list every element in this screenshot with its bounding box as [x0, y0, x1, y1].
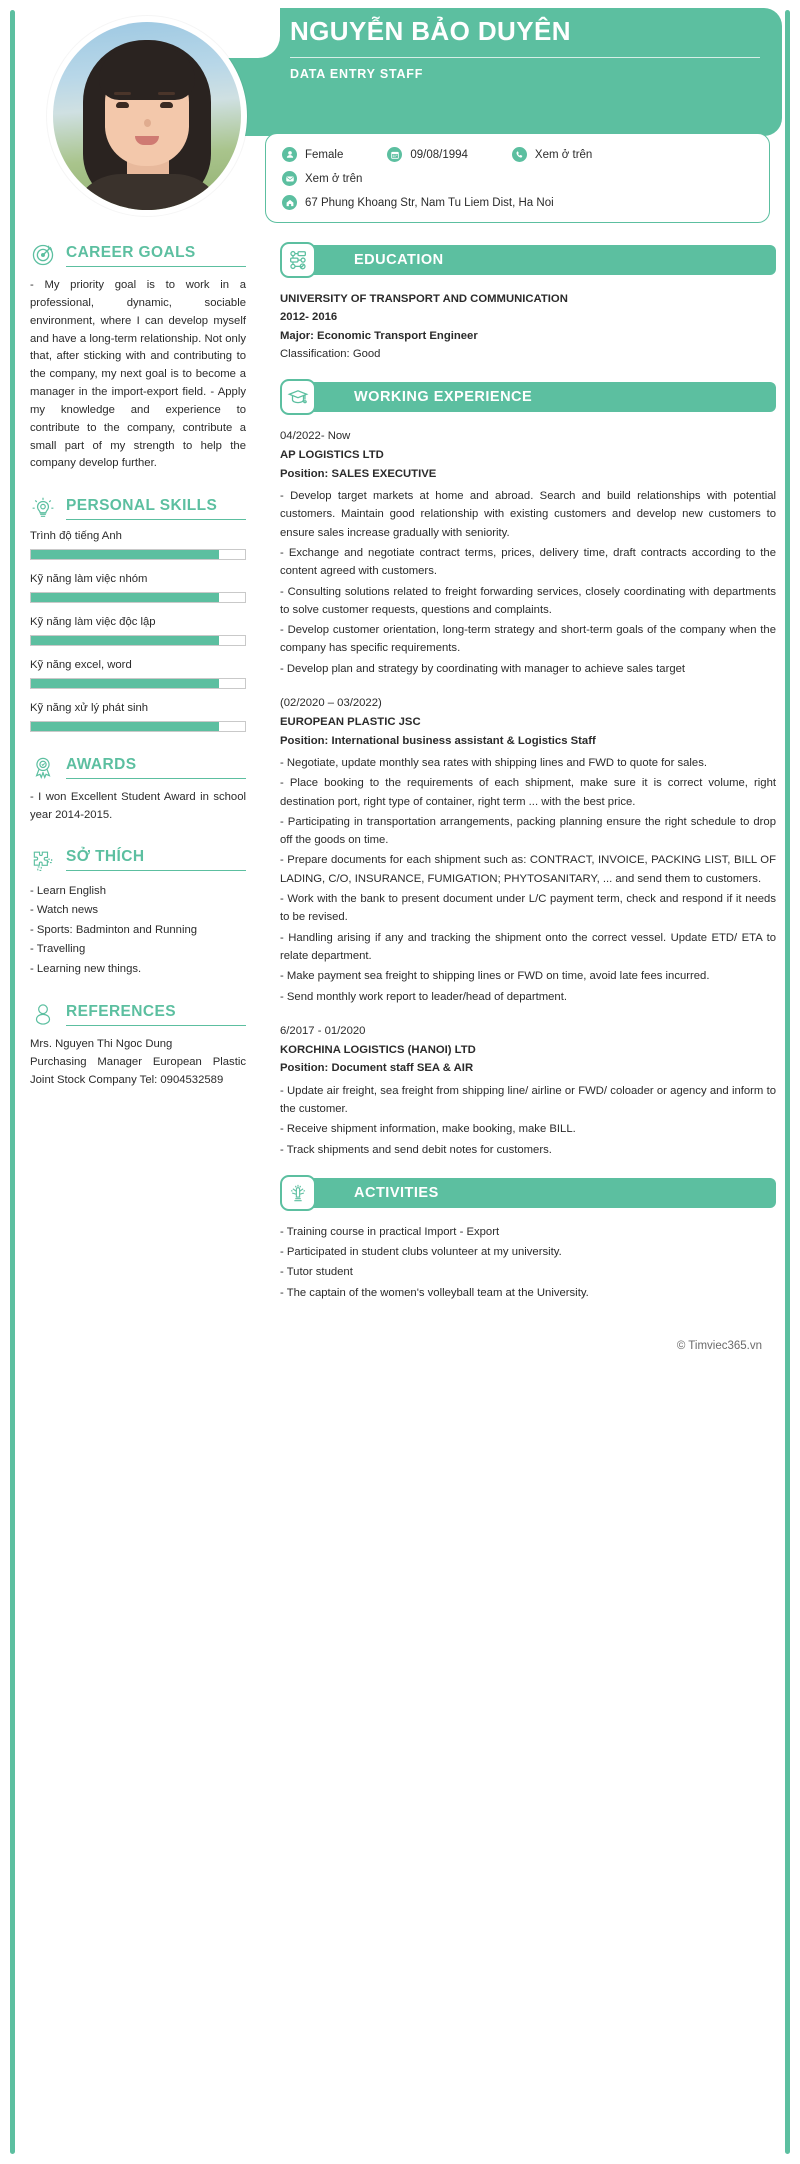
activities-heading: [280, 1175, 776, 1211]
awards-title: AWARDS: [66, 756, 246, 779]
footer-credit: © Timviec365.vn: [676, 1340, 762, 1353]
hobbies-heading: [30, 847, 246, 873]
name-divider: [290, 57, 760, 58]
portrait-nose: [144, 119, 151, 127]
job-position: Position: Document staff SEA & AIR: [280, 1062, 474, 1075]
avatar-photo: [53, 22, 241, 210]
reference-name: Mrs. Nguyen Thi Ngoc Dung: [30, 1038, 173, 1051]
skill-item: [30, 616, 246, 646]
job-date: 6/2017 - 01/2020: [280, 1024, 366, 1037]
job-company: AP LOGISTICS LTD: [280, 449, 384, 462]
right-column: [262, 242, 776, 1318]
education-title: EDUCATION: [354, 252, 444, 268]
calendar-icon: [387, 147, 402, 162]
references-title: REFERENCES: [66, 1003, 246, 1026]
contact-phone-value: Xem ở trên: [534, 148, 593, 161]
job-company: EUROPEAN PLASTIC JSC: [280, 716, 421, 729]
lightbulb-icon: [30, 495, 56, 521]
section-career-goals: [30, 242, 246, 473]
job-bullet: - Handling arising if any and tracking the shipment onto the correct vessel. Update ETD/ ETA to relate department.: [280, 931, 776, 962]
cv-body: [0, 230, 800, 1318]
avatar: [47, 16, 247, 216]
flowchart-icon: [280, 242, 316, 278]
skill-label: Kỹ năng làm việc độc lập: [30, 616, 156, 629]
skill-track: [30, 721, 246, 732]
job-entry: [280, 1022, 776, 1159]
home-icon: [282, 195, 297, 210]
job-bullet: - Negotiate, update monthly sea rates with shipping lines and FWD to quote for sales.: [280, 756, 707, 769]
left-column: [30, 242, 262, 1112]
contact-phone: [512, 147, 592, 162]
job-bullet: - Prepare documents for each shipment such as: CONTRACT, INVOICE, PACKING LIST, BILL OF LADING, C/O, INSURANCE, FUMIGATION; PHYTOSANITARY, ... and send them to customers.: [280, 854, 776, 885]
skill-fill: [31, 679, 219, 688]
skill-fill: [31, 593, 219, 602]
job-bullet: - Develop customer orientation, long-term strategy and short-term goals of the company when the company has specific requirements.: [280, 624, 776, 655]
contact-birthday: [387, 147, 468, 162]
job-entry: [280, 694, 776, 1006]
contact-address: [282, 195, 554, 210]
section-hobbies: [30, 847, 246, 979]
skill-item: [30, 659, 246, 689]
personal-skills-title: PERSONAL SKILLS: [66, 497, 246, 520]
skill-fill: [31, 722, 219, 731]
working-experience-heading: [280, 379, 776, 415]
references-heading: [30, 1001, 246, 1027]
skill-label: Trình độ tiếng Anh: [30, 530, 122, 543]
activity-item: - Training course in practical Import - Export: [280, 1225, 500, 1238]
hobby-item: - Sports: Badminton and Running: [30, 923, 198, 936]
contact-row-1: [282, 147, 753, 162]
volunteer-icon: [280, 1175, 316, 1211]
job-company: KORCHINA LOGISTICS (HANOI) LTD: [280, 1044, 476, 1057]
contact-email: [282, 171, 362, 186]
target-icon: [30, 242, 56, 268]
job-bullet: - Receive shipment information, make booking, make BILL.: [280, 1123, 576, 1136]
job-bullet: - Update air freight, sea freight from shipping line/ airline or FWD/ coloader or agency and inform to the customer.: [280, 1084, 776, 1115]
activities-title: ACTIVITIES: [354, 1184, 439, 1201]
frame-left-bar: [10, 10, 15, 2154]
job-bullets: [280, 487, 776, 678]
skill-label: Kỹ năng xử lý phát sinh: [30, 702, 149, 715]
job-bullet: - Participating in transportation arrangements, packing planning ensure the right schedule to drop off the goods on time.: [280, 815, 776, 847]
reference-detail: Purchasing Manager European Plastic Joint Stock Company Tel: 0904532589: [30, 1055, 246, 1086]
skill-track: [30, 635, 246, 646]
portrait-eye-left: [116, 102, 129, 108]
skill-track: [30, 592, 246, 603]
portrait-eyebrow-right: [158, 92, 175, 95]
contact-card: [265, 133, 770, 223]
phone-icon: [512, 147, 527, 162]
activities-list: [280, 1223, 776, 1302]
education-heading: [280, 242, 776, 278]
career-goals-text: - My priority goal is to work in a professional, dynamic, sociable environment, where I can develop myself and have a long-term relationship. Not only that, after sticking with and contributing to the company, my next goal is to become a manager in the import-export field. - Apply my knowledge and experience to contribute to the company, contribute a small part of my strength to help the company develop further.: [30, 279, 246, 470]
job-bullet: - Exchange and negotiate contract terms, prices, delivery time, draft contracts according to the content agreed with customers.: [280, 546, 776, 578]
section-activities: [280, 1175, 776, 1302]
education-classification: Classification: Good: [280, 347, 381, 360]
skill-item: [30, 530, 246, 560]
contact-row-3: [282, 195, 753, 210]
job-bullet: - Send monthly work report to leader/head of department.: [280, 990, 567, 1003]
hobbies-list: [30, 882, 246, 979]
section-working-experience: [280, 379, 776, 1159]
skill-fill: [31, 636, 219, 645]
job-title: DATA ENTRY STAFF: [290, 66, 424, 81]
cv-header: [0, 0, 800, 230]
skill-item: [30, 573, 246, 603]
puzzle-icon: [30, 847, 56, 873]
contact-address-value: 67 Phung Khoang Str, Nam Tu Liem Dist, Ha Noi: [305, 196, 554, 209]
person-icon: [282, 147, 297, 162]
skill-fill: [31, 550, 219, 559]
portrait-eye-right: [160, 102, 173, 108]
contact-row-2: [282, 171, 753, 186]
job-bullets: [280, 1082, 776, 1159]
job-position: Position: International business assistant & Logistics Staff: [280, 734, 596, 747]
section-references: [30, 1001, 246, 1090]
education-school: UNIVERSITY OF TRANSPORT AND COMMUNICATION: [280, 293, 568, 305]
awards-heading: [30, 754, 246, 780]
section-education: [280, 242, 776, 363]
job-date: 04/2022- Now: [280, 430, 351, 443]
portrait-eyebrow-left: [114, 92, 131, 95]
contact-email-value: Xem ở trên: [305, 172, 363, 185]
section-awards: [30, 754, 246, 825]
job-bullet: - Track shipments and send debit notes for customers.: [280, 1143, 552, 1156]
career-goals-heading: [30, 242, 246, 268]
job-position: Position: SALES EXECUTIVE: [280, 467, 437, 480]
frame-right-bar: [785, 10, 790, 2154]
career-goals-title: CAREER GOALS: [66, 244, 246, 267]
job-entry: [280, 427, 776, 678]
skill-track: [30, 549, 246, 560]
contact-gender-value: Female: [305, 148, 344, 161]
candidate-name: NGUYỄN BẢO DUYÊN: [290, 16, 571, 46]
contact-gender: [282, 147, 343, 162]
skill-label: Kỹ năng excel, word: [30, 659, 132, 672]
hobby-item: - Learning new things.: [30, 962, 142, 975]
education-years: 2012- 2016: [280, 311, 338, 324]
envelope-icon: [282, 171, 297, 186]
activity-item: - Tutor student: [280, 1266, 353, 1279]
hobby-item: - Travelling: [30, 943, 86, 956]
skill-label: Kỹ năng làm việc nhóm: [30, 573, 148, 586]
graduation-cap-icon: [280, 379, 316, 415]
job-bullet: - Develop plan and strategy by coordinating with manager to achieve sales target: [280, 662, 686, 675]
job-bullet: - Work with the bank to present document under L/C payment term, check and respond if it needs to be revised.: [280, 893, 776, 924]
hobby-item: - Learn English: [30, 884, 106, 897]
job-bullet: - Consulting solutions related to freight forwarding services, closely coordinating with departments to solve customer requests, questions and complaints.: [280, 585, 776, 616]
hobby-item: - Watch news: [30, 904, 99, 917]
skill-track: [30, 678, 246, 689]
job-bullets: [280, 754, 776, 1006]
personal-skills-heading: [30, 495, 246, 521]
skill-item: [30, 702, 246, 732]
person-outline-icon: [30, 1001, 56, 1027]
job-date: (02/2020 – 03/2022): [280, 697, 382, 710]
activity-item: - Participated in student clubs volunteer at my university.: [280, 1246, 562, 1259]
job-bullet: - Place booking to the requirements of each shipment, make sure it is correct volume, right destination port, right type of container, right term ... with the best price.: [280, 777, 776, 808]
awards-text: - I won Excellent Student Award in school year 2014-2015.: [30, 791, 246, 822]
job-bullet: - Develop target markets at home and abroad. Search and build relationships with potential customers. Maintain good relationship with existing customers and develop new customers to ensure sales increase gradually with seniority.: [280, 490, 776, 539]
contact-birthday-value: 09/08/1994: [410, 148, 468, 161]
medal-icon: [30, 754, 56, 780]
hobbies-title: SỞ THÍCH: [66, 848, 246, 871]
working-experience-title: WORKING EXPERIENCE: [354, 389, 533, 406]
education-major: Major: Economic Transport Engineer: [280, 329, 478, 342]
name-block: [290, 16, 760, 81]
job-bullet: - Make payment sea freight to shipping lines or FWD on time, avoid late fees incurred.: [280, 970, 710, 983]
section-personal-skills: [30, 495, 246, 732]
activity-item: - The captain of the women's volleyball team at the University.: [280, 1286, 589, 1299]
skill-list: [30, 530, 246, 732]
